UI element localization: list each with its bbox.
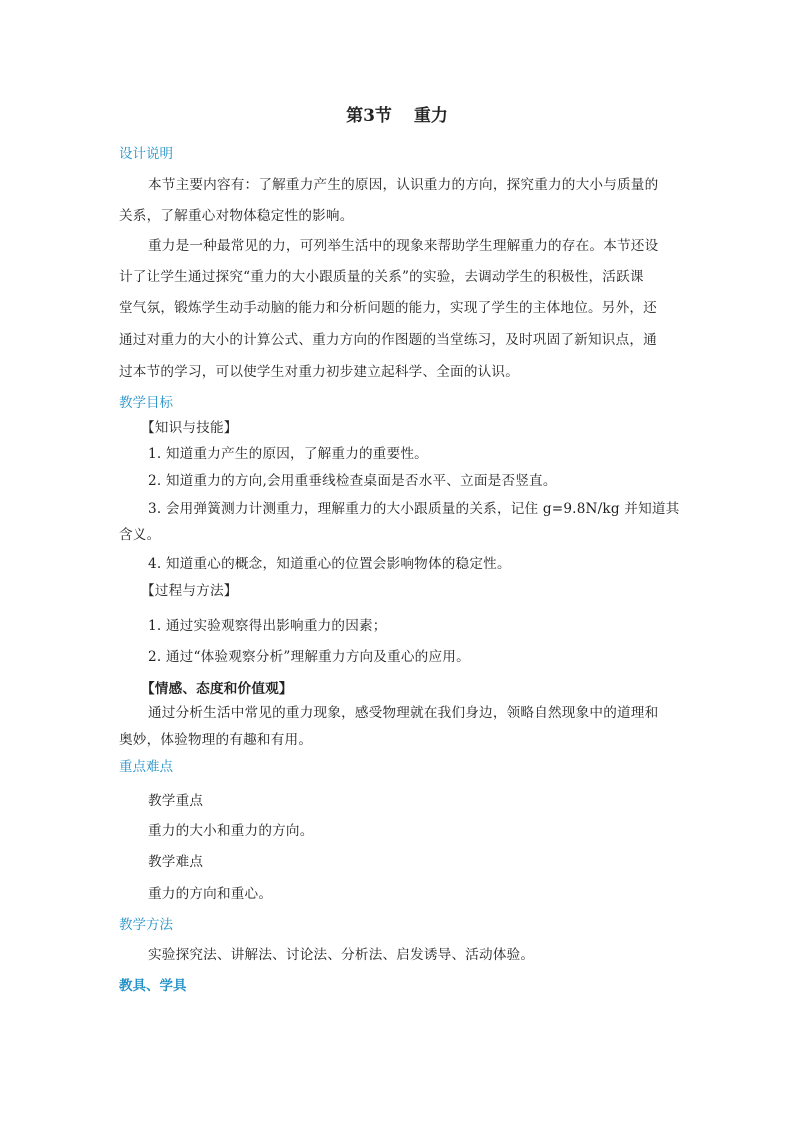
heading-tools: 教具、学具 — [119, 978, 187, 994]
title-section: 第3节 — [346, 106, 392, 126]
heading-design: 设计说明 — [119, 146, 173, 162]
list-item: 2. 通过“体验观察分析”理解重力方向及重心的应用。 — [148, 649, 470, 665]
subheading-process: 【过程与方法】 — [141, 583, 238, 599]
title-topic: 重力 — [413, 106, 448, 126]
paragraph-line: 过本节的学习，可以使学生对重力初步建立起科学、全面的认识。 — [119, 364, 520, 380]
paragraph-line: 重力是一种最常见的力，可列举生活中的现象来帮助学生理解重力的存在。本节还设 — [148, 238, 659, 254]
list-item-continued: 含义。 — [119, 527, 161, 543]
key-text: 重力的大小和重力的方向。 — [148, 823, 314, 839]
paragraph-line: 通过对重力的大小的计算公式、重力方向的作图题的当堂练习，及时巩固了新知识点，通 — [119, 332, 657, 348]
page-title — [0, 104, 794, 128]
difficult-label: 教学难点 — [148, 854, 204, 870]
list-item: 1. 通过实验观察得出影响重力的因素； — [148, 618, 387, 634]
methods-text: 实验探究法、讲解法、讨论法、分析法、启发诱导、活动体验。 — [148, 947, 535, 963]
list-item: 1. 知道重力产生的原因，了解重力的重要性。 — [148, 446, 428, 462]
paragraph-line: 通过分析生活中常见的重力现象，感受物理就在我们身边，领略自然现象中的道理和 — [148, 705, 659, 721]
paragraph-line: 计了让学生通过探究“重力的大小跟质量的关系”的实验，去调动学生的积极性，活跃课 — [119, 269, 644, 285]
subheading-knowledge: 【知识与技能】 — [141, 420, 238, 436]
paragraph-line: 奥妙，体验物理的有趣和有用。 — [119, 732, 313, 748]
paragraph-line: 本节主要内容有：了解重力产生的原因，认识重力的方向，探究重力的大小与质量的 — [148, 177, 659, 193]
list-item: 4. 知道重心的概念，知道重心的位置会影响物体的稳定性。 — [148, 556, 511, 572]
key-label: 教学重点 — [148, 793, 204, 809]
list-item: 2. 知道重力的方向,会用重垂线检查桌面是否水平、立面是否竖直。 — [148, 473, 557, 489]
heading-objectives: 教学目标 — [119, 395, 173, 411]
difficult-text: 重力的方向和重心。 — [148, 886, 273, 902]
paragraph-line: 关系，了解重心对物体稳定性的影响。 — [119, 208, 354, 224]
heading-keypoints: 重点难点 — [119, 759, 173, 775]
heading-methods: 教学方法 — [119, 917, 173, 933]
paragraph-line: 堂气氛，锻炼学生动手动脑的能力和分析问题的能力，实现了学生的主体地位。另外，还 — [119, 300, 657, 316]
subheading-emotion: 【情感、态度和价值观】 — [141, 681, 293, 697]
list-item: 3. 会用弹簧测力计测重力，理解重力的大小跟质量的关系，记住 g=9.8N/kg 并知道其 — [148, 501, 680, 517]
